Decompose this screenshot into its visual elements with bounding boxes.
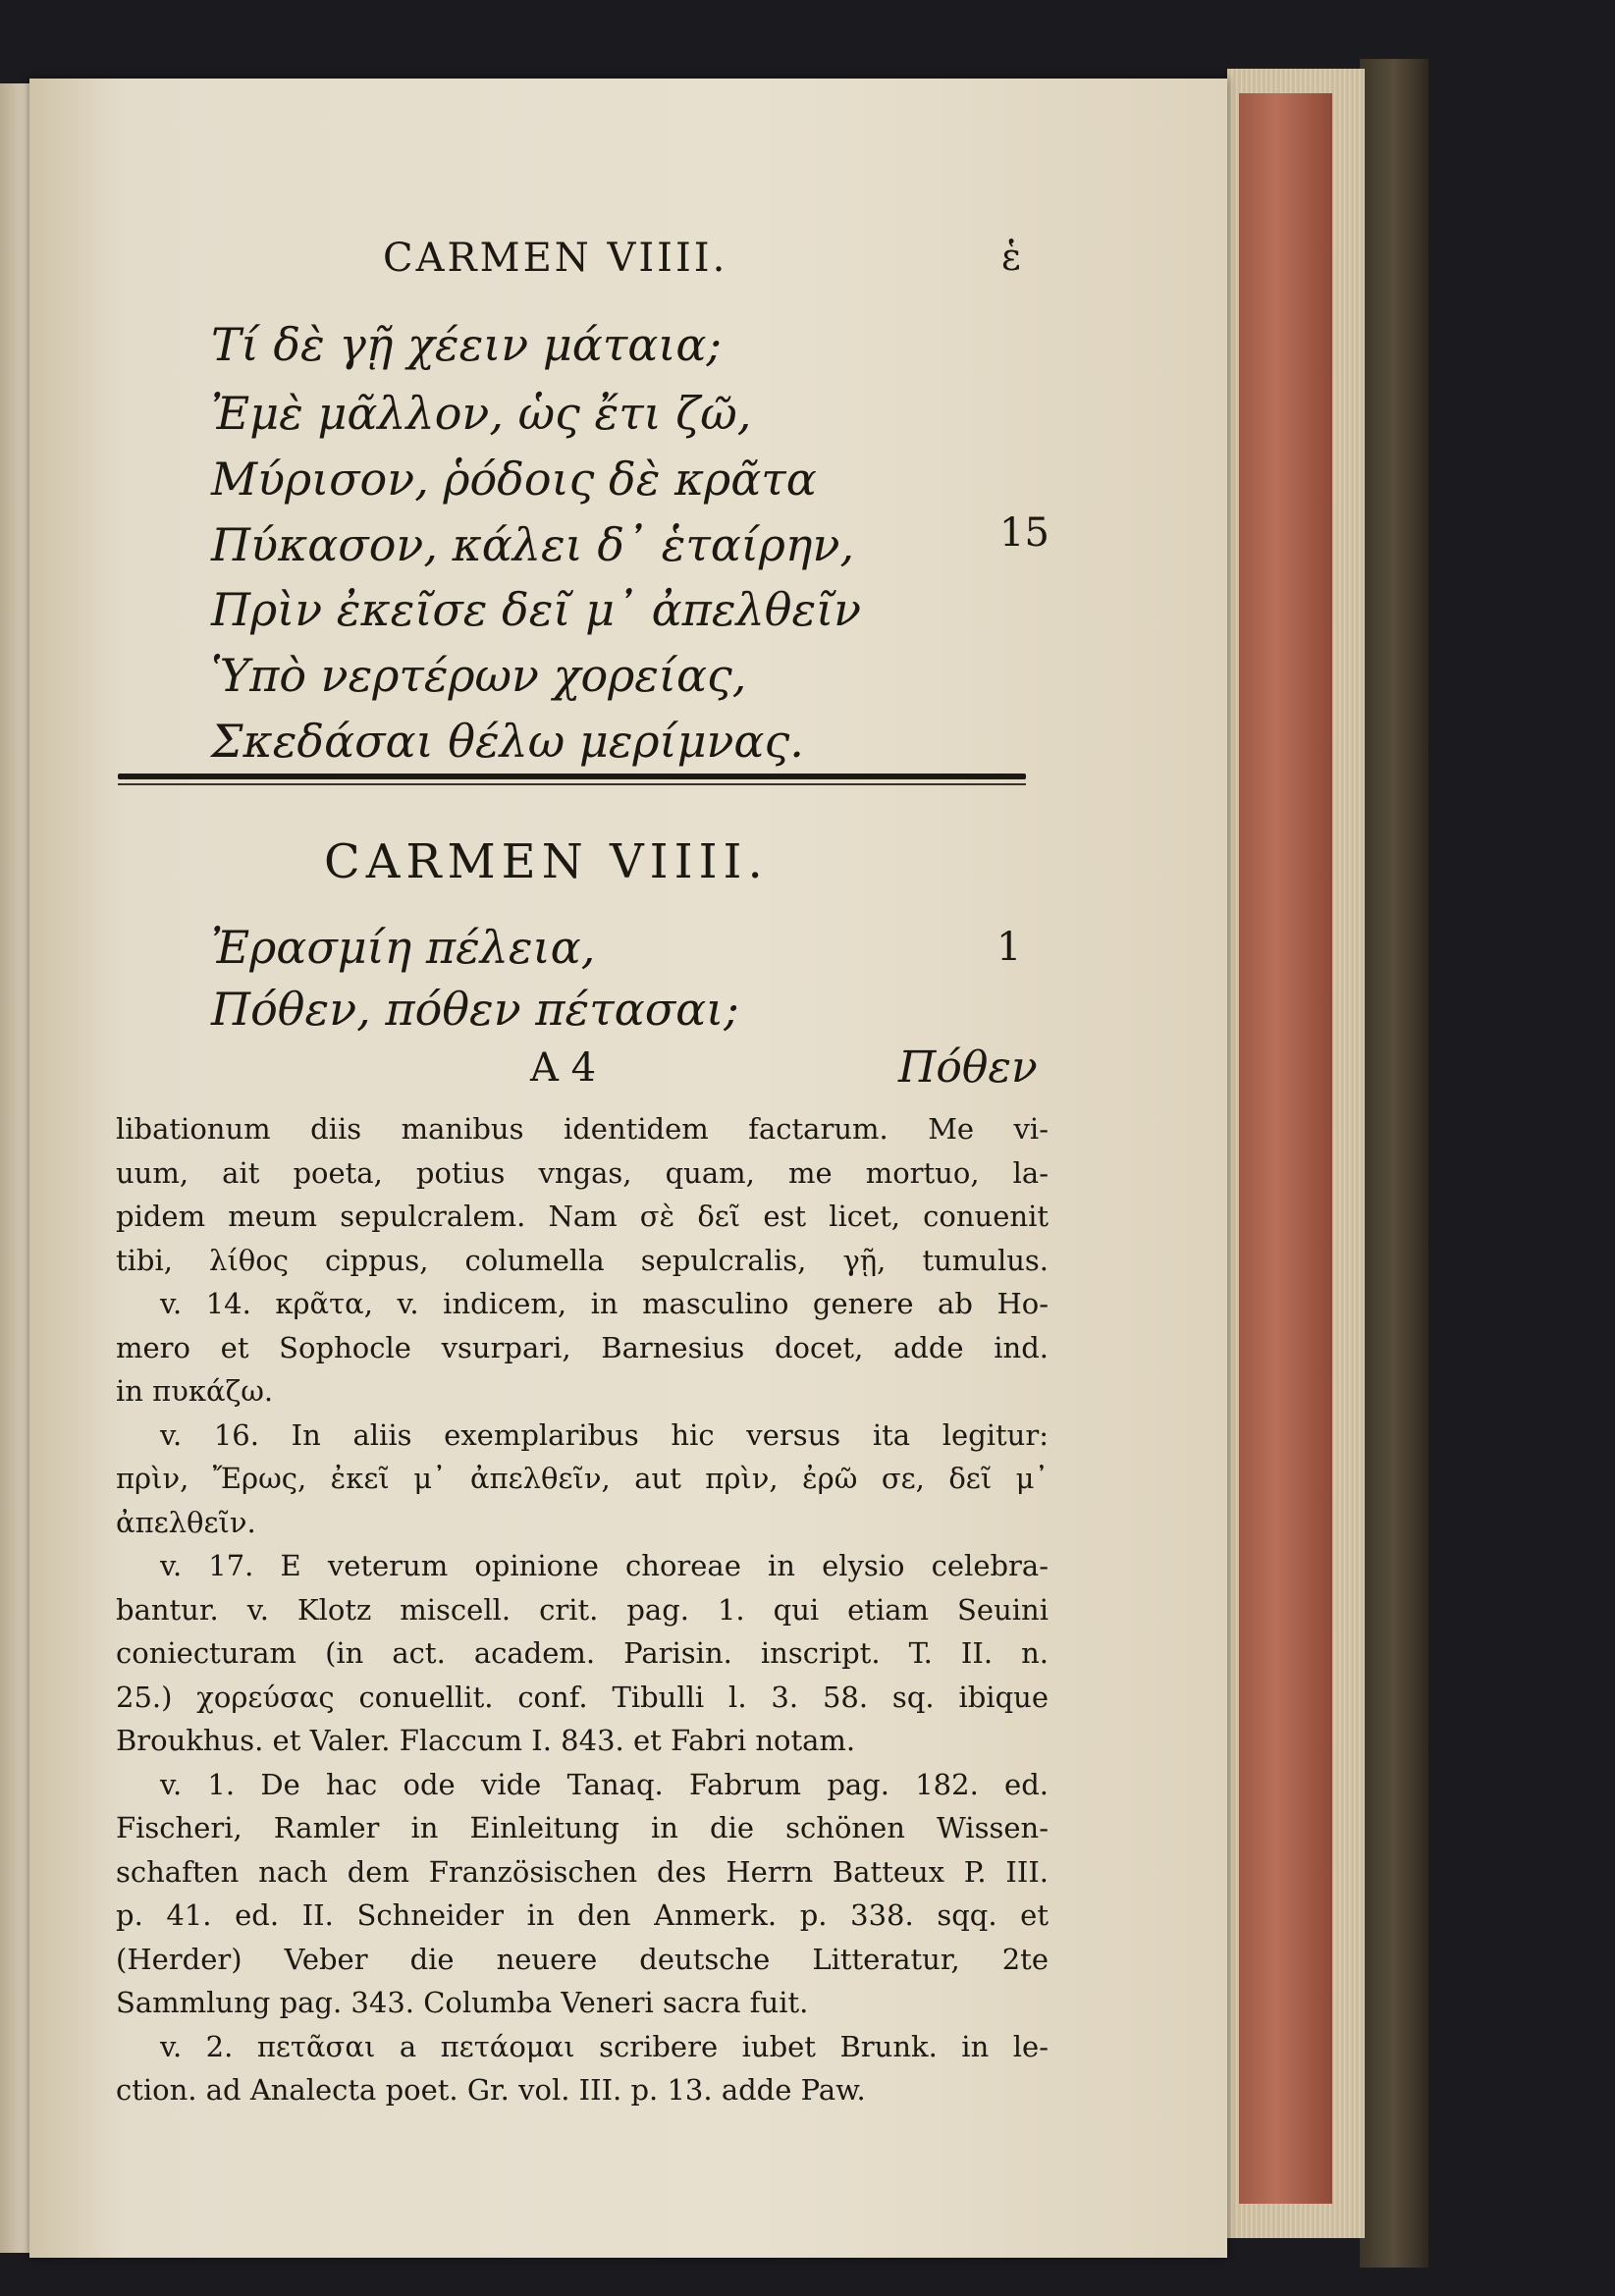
note-line: tibi, λίθος cippus, columella sepulcralis, γῇ, tumulus. xyxy=(116,1243,1049,1277)
note-line: schaften nach dem Französischen des Herrn Batteux P. III. xyxy=(116,1854,1049,1889)
note-line: uum, ait poeta, potius vngas, quam, me mortuo, la- xyxy=(116,1155,1049,1190)
note-line: ction. ad Analecta poet. Gr. vol. III. p. 13. adde Paw. xyxy=(116,2073,866,2107)
verse-line: Σκεδάσαι θέλω μερίμνας. xyxy=(211,715,804,768)
catchword: Πόθεν xyxy=(898,1042,1038,1093)
note-line: in πυκάζω. xyxy=(116,1374,274,1408)
verse-line: Τί δὲ γῇ χέειν μάταια; xyxy=(211,318,722,371)
note-line: v. 16. In aliis exemplaribus hic versus ita legitur: xyxy=(160,1417,1049,1452)
line-number: 1 xyxy=(996,925,1022,970)
running-head: CARMEN VIIII. xyxy=(383,236,728,281)
note-line: v. 17. E veterum opinione choreae in elysio celebra- xyxy=(160,1549,1049,1582)
verse-line: Ἐρασμίη πέλεια, xyxy=(211,921,596,974)
verse-line: Πύκασον, κάλει δ᾽ ἑταίρην, xyxy=(211,518,855,571)
note-line: v. 2. πετᾶσαι a πετάομαι scribere iubet Brunk. in le- xyxy=(160,2029,1049,2063)
signature-mark: A 4 xyxy=(530,1045,597,1091)
red-page-edge xyxy=(1239,93,1332,2204)
verse-line: Ὑπὸ νερτέρων χορείας, xyxy=(211,649,747,702)
section-rule-thin xyxy=(118,783,1026,785)
note-line: Broukhus. et Valer. Flaccum I. 843. et Fabri notam. xyxy=(116,1724,856,1757)
note-line: mero et Sophocle vsurpari, Barnesius docet, adde ind. xyxy=(116,1330,1049,1364)
verse-line: Μύρισον, ῥόδοις δὲ κρᾶτα xyxy=(211,453,817,506)
note-line: v. 14. κρᾶτα, v. indicem, in masculino genere ab Ho- xyxy=(160,1287,1049,1320)
note-line: Sammlung pag. 343. Columba Veneri sacra fuit. xyxy=(116,1986,809,2019)
corner-mark: ἑ xyxy=(1001,236,1022,279)
book-page xyxy=(29,79,1227,2258)
facing-page-edge xyxy=(0,83,29,2253)
note-line: p. 41. ed. II. Schneider in den Anmerk. p. 338. sqq. et xyxy=(116,1898,1049,1932)
section-rule xyxy=(118,774,1026,779)
note-line: v. 1. De hac ode vide Tanaq. Fabrum pag. 182. ed. xyxy=(160,1767,1049,1801)
footnotes xyxy=(116,1107,1049,2112)
note-line: pidem meum sepulcralem. Nam σὲ δεῖ est licet, conuenit xyxy=(116,1200,1049,1233)
note-line: bantur. v. Klotz miscell. crit. pag. 1. qui etiam Seuini xyxy=(116,1592,1049,1627)
line-number: 15 xyxy=(999,510,1050,556)
note-line: libationum diis manibus identidem factarum. Me vi- xyxy=(116,1112,1049,1146)
verse-line: Ἐμὲ μᾶλλον, ὡς ἔτι ζῶ, xyxy=(211,387,752,440)
book-cover xyxy=(1360,59,1428,2268)
note-line: πρὶν, Ἔρως, ἐκεῖ μ᾽ ἀπελθεῖν, aut πρὶν, ἐρῶ σε, δεῖ μ᾽ xyxy=(116,1462,1049,1495)
note-line: Fischeri, Ramler in Einleitung in die schönen Wissen- xyxy=(116,1811,1049,1844)
verse-line: Πόθεν, πόθεν πέτασαι; xyxy=(211,983,739,1036)
note-line: (Herder) Veber die neuere deutsche Litteratur, 2te xyxy=(116,1942,1049,1976)
poem-title: CARMEN VIIII. xyxy=(324,834,769,889)
verse-line: Πρὶν ἐκεῖσε δεῖ μ᾽ ἀπελθεῖν xyxy=(211,583,862,636)
note-line: coniecturam (in act. academ. Parisin. inscript. T. II. n. xyxy=(116,1636,1049,1670)
note-line: ἀπελθεῖν. xyxy=(116,1505,256,1539)
note-line: 25.) χορεύσας conuellit. conf. Tibulli l. 3. 58. sq. ibique xyxy=(116,1680,1049,1714)
